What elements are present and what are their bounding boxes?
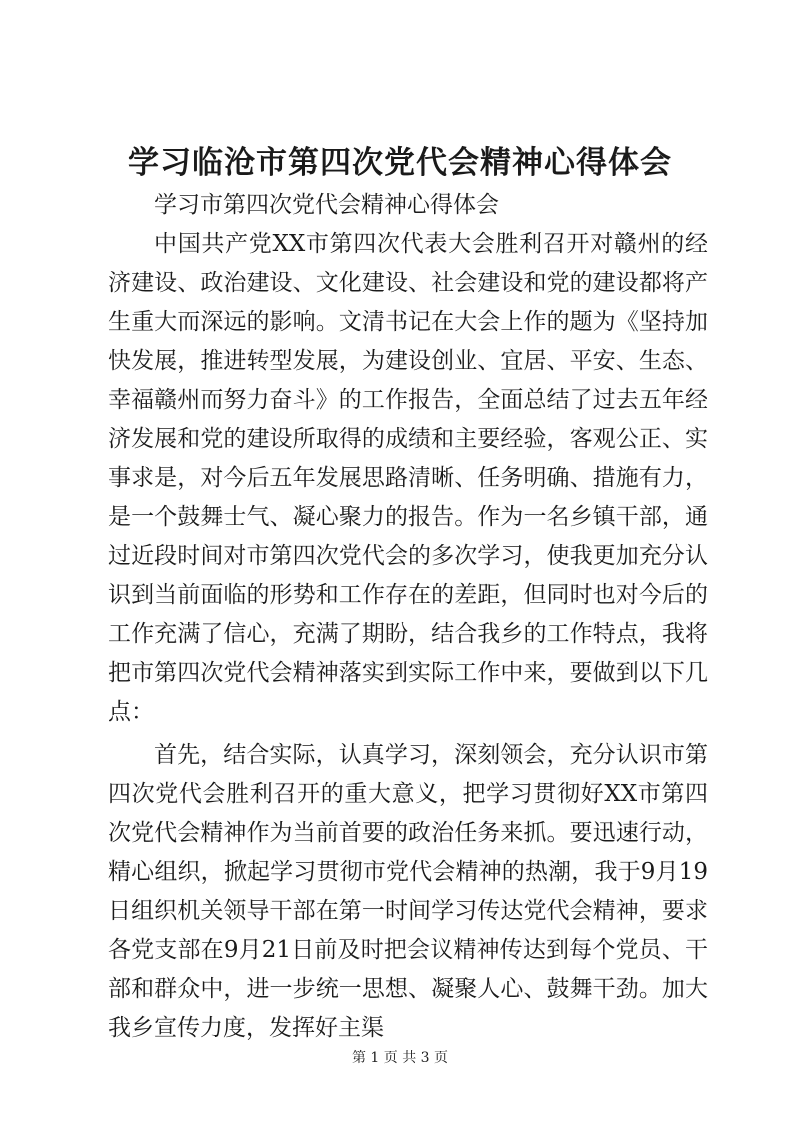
document-subtitle: 学习市第四次党代会精神心得体会 xyxy=(154,192,499,218)
document-body xyxy=(108,186,708,1048)
paragraph-2: 首先，结合实际，认真学习，深刻领会，充分认识市第四次党代会胜利召开的重大意义，把学习贯彻好XX市第四次党代会精神作为当前首要的政治任务来抓。要迅速行动，精心组织，掀起学习贯彻市党代会精神的热潮，我于9月19日组织机关领导干部在第一时间学习传达党代会精神，要求各党支部在9月21日前及时把会议精神传达到每个党员、干部和群众中，进一步统一思想、凝聚人心、鼓舞干劲。加大我乡宣传力度，发挥好主渠 xyxy=(108,742,708,1041)
paragraph-1: 中国共产党XX市第四次代表大会胜利召开对赣州的经济建设、政治建设、文化建设、社会建设和党的建设都将产生重大而深远的影响。文清书记在大会上作的题为《坚持加快发展，推进转型发展，为建设创业、宜居、平安、生态、幸福赣州而努力奋斗》的工作报告，全面总结了过去五年经济发展和党的建设所取得的成绩和主要经验，客观公正、实事求是，对今后五年发展思路清晰、任务明确、措施有力，是一个鼓舞士气、凝心聚力的报告。作为一名乡镇干部，通过近段时间对市第四次党代会的多次学习，使我更加充分认识到当前面临的形势和工作存在的差距，但同时也对今后的工作充满了信心，充满了期盼，结合我乡的工作特点，我将把市第四次党代会精神落实到实际工作中来，要做到以下几点： xyxy=(108,231,708,725)
page-number-footer: 第 1 页 共 3 页 xyxy=(351,1050,449,1066)
document-title: 学习临沧市第四次党代会精神心得体会 xyxy=(128,145,672,181)
